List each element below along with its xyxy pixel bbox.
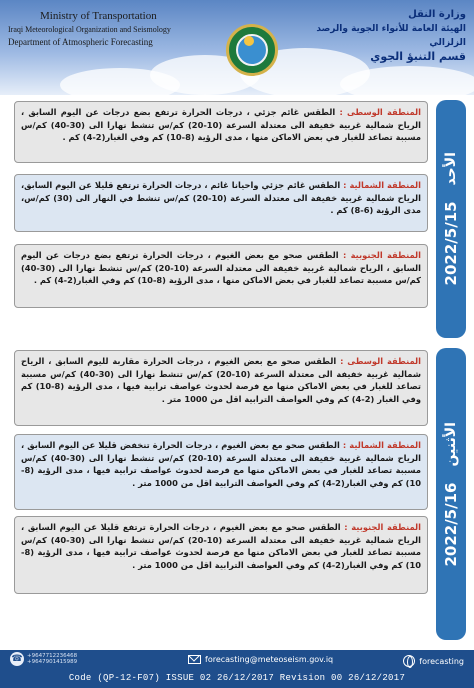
region-label: المنطقة الشمالية : — [343, 180, 422, 190]
department-name-en: Department of Atmospheric Forecasting — [8, 37, 153, 47]
page-header — [0, 0, 474, 95]
forecast-text: الطقس صحو مع بعض الغيوم ، درجات الحرارة تنخفض قليلا عن اليوم السابق ، الرياح شمالية غربية خفيفة الى معتدلة السرعة (10-20) كم/س تنشط نهارا الى (30-40) كم/س مسببة تصاعد للغبار في بعض الاماكن منها مع فرصة لحدوث عواصف ترابية فيها ، مدى الرؤية (8-10) كم وفي الغبار(2-4) كم وفي العواصف الترابية اقل من 1000 متر . — [21, 440, 421, 488]
region-label: المنطقة الشمالية : — [342, 440, 421, 450]
email-address[interactable]: forecasting@meteoseism.gov.iq — [205, 655, 334, 664]
forecast-box-central — [14, 101, 428, 163]
region-label: المنطقة الجنوبية : — [342, 250, 422, 260]
forecast-box-south — [14, 244, 428, 308]
forecast-box-south — [14, 516, 428, 594]
web-contact[interactable] — [403, 655, 464, 667]
phone-contact — [10, 652, 77, 666]
day-name: الأثنين — [443, 421, 459, 467]
forecast-text: الطقس غائم جزئي ، درجات الحرارة ترتفع بضع درجات عن اليوم السابق ، الرياح شمالية غربية خفيفة الى معتدلة السرعة (10-20) كم/س تنشط نهارا الى (30-40) كم/س مسببة تصاعد للغبار في بعض الاماكن منها ، مدى الرؤية (8-10) كم وفي الغبار(2-4) كم . — [21, 107, 421, 143]
forecast-text: الطقس غائم جزئي واحيانا غائم ، درجات الحرارة ترتفع قليلا عن اليوم السابق، الرياح شمالية غربية خفيفة الى معتدلة السرعة (10-20) كم/س تنشط في النهار الى (30) كم/س، مدى الرؤية (6-8) كم . — [21, 180, 421, 216]
cloud-decoration — [60, 68, 180, 95]
phone-icon: ☎ — [11, 654, 23, 664]
organization-logo — [226, 24, 278, 76]
phone-number: +9647712236468 — [27, 652, 78, 659]
organization-name-ar: الهيئة العامة للأنواء الجوية والرصد الزلزالي — [316, 24, 466, 48]
header-english-block — [8, 10, 198, 49]
day-date: 2022/5/15 — [442, 201, 460, 286]
day-band-2 — [436, 348, 466, 640]
page-footer — [0, 650, 474, 688]
forecast-box-north — [14, 174, 428, 232]
forecast-box-central — [14, 350, 428, 426]
forecast-text: الطقس صحو مع بعض الغيوم ، درجات الحرارة مقاربة لليوم السابق ، الرياح شمالية غربية خفيفة الى معتدلة السرعة (10-20) كم/س تنشط نهارا الى (30-40) كم/س مسببة تصاعد للغبار في بعض الاماكن منها مع فرصة لحدوث عواصف ترابية فيها ، مدى الرؤية (8-10) كم وفي الغبار (2-4) كم وفي العواصف الترابية اقل من 1000 متر . — [21, 356, 422, 404]
web-label[interactable]: forecasting — [419, 656, 464, 666]
day-date: 2022/5/16 — [442, 482, 460, 567]
forecast-text: الطقس صحو مع بعض الغيوم ، درجات الحرارة ترتفع بضع درجات عن اليوم السابق ، الرياح شمالية غربية خفيفة الى معتدلة السرعة (10-20) كم/س تنشط نهارا الى (30-40) كم/س مسببة تصاعد للغبار في بعض الاماكن منها ، مدى الرؤية (8-10) كم وفي الغبار(2-4) كم . — [21, 250, 421, 286]
envelope-icon — [188, 655, 201, 664]
phone-number: +9647901415989 — [27, 659, 78, 665]
cloud-decoration — [340, 66, 474, 95]
ministry-name-ar: وزارة النقل — [408, 9, 466, 20]
globe-icon — [403, 655, 415, 667]
region-label: المنطقة الوسطى : — [340, 356, 421, 366]
department-name-ar: قسم التنبؤ الجوي — [370, 50, 466, 63]
organization-name-en: Iraqi Meteorological Organization and Seismology — [8, 25, 171, 34]
document-code: Code (QP-12-F07) ISSUE 02 26/12/2017 Revision 00 26/12/2017 — [68, 673, 406, 683]
email-contact[interactable] — [188, 655, 333, 664]
day-name: الأحد — [443, 152, 459, 186]
forecast-text: الطقس صحو مع بعض الغيوم ، درجات الحرارة ترتفع قليلا عن اليوم السابق ، الرياح شمالية غربية خفيفة الى معتدلة السرعة (10-20) كم/س تنشط نهارا الى (30-40) كم/س مسببة تصاعد للغبار في بعض الاماكن منها مع فرصة لحدوث عواصف ترابية فيها ، مدى الرؤية (8-10) كم وفي الغبار(2-4) كم وفي العواصف الترابية اقل من 1000 متر . — [21, 522, 421, 570]
region-label: المنطقة الوسطى : — [339, 107, 421, 117]
region-label: المنطقة الجنوبية : — [344, 522, 421, 532]
day-band-1 — [436, 100, 466, 338]
ministry-name-en: Ministry of Transportation — [40, 10, 157, 22]
forecast-box-north — [14, 434, 428, 510]
header-arabic-block — [296, 8, 466, 64]
